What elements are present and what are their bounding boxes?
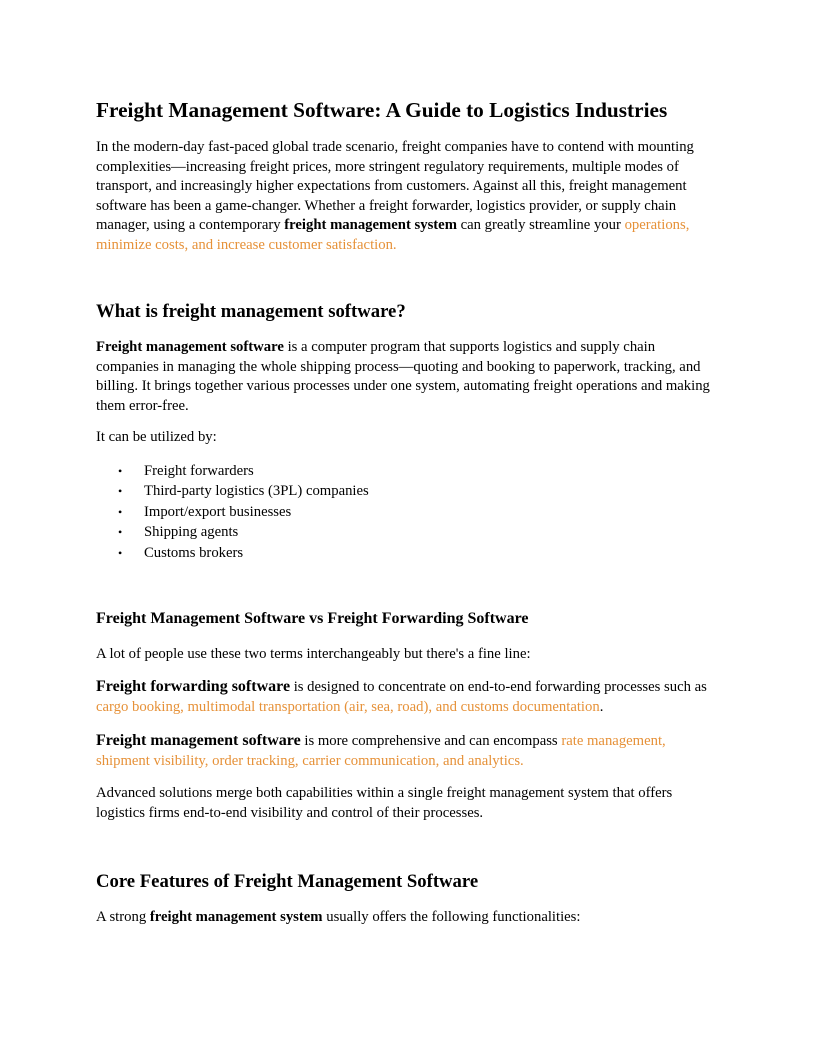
core-features-paragraph xyxy=(96,908,720,928)
forwarding-text: is designed to concentrate on end-to-end forwarding processes such as xyxy=(290,679,707,695)
advanced-paragraph: Advanced solutions merge both capabilities within a single freight management system that offers logistics firms end-to-end visibility and control of their processes. xyxy=(96,785,673,821)
list-item xyxy=(96,481,369,501)
bullet-icon: • xyxy=(118,545,123,560)
document-title: Freight Management Software: A Guide to Logistics Industries xyxy=(96,98,668,122)
list-item-label: Freight forwarders xyxy=(144,463,254,479)
core-bold-term: freight management system xyxy=(149,909,323,925)
forwarding-end: . xyxy=(599,698,604,715)
intro-text-middle: can greatly streamline your xyxy=(456,217,625,234)
management-paragraph xyxy=(96,731,720,771)
users-list xyxy=(96,461,369,563)
bullet-icon: • xyxy=(118,504,123,519)
list-item xyxy=(96,543,369,563)
forwarding-link[interactable]: cargo booking, multimodal transportation (air, sea, road), and customs documentation xyxy=(96,698,600,715)
what-is-paragraph xyxy=(96,338,720,416)
intro-text-before: In the modern-day fast-paced global trade scenario, freight companies have to contend with mounting complexities—increasing freight prices, more stringent regulatory requirements, multiple modes of transport, and increasingly higher expectations from customers. Against all this, freight management software has been a game-changer. Whether a freight forwarder, logistics provider, or supply chain manager, using a contemporary xyxy=(96,139,694,234)
bullet-icon: • xyxy=(118,525,123,540)
what-is-bold-term: Freight management software xyxy=(96,339,284,355)
intro-link[interactable]: operations, minimize costs, and increase customer satisfaction. xyxy=(96,217,690,253)
list-item xyxy=(96,502,369,522)
utilized-by-text: It can be utilized by: xyxy=(96,429,217,445)
forwarding-paragraph xyxy=(96,677,720,717)
list-item-label: Import/export businesses xyxy=(144,503,292,520)
management-text: is more comprehensive and can encompass xyxy=(300,733,562,749)
heading-vs: Freight Management Software vs Freight Forwarding Software xyxy=(96,610,529,627)
what-is-text: is a computer program that supports logistics and supply chain companies in managing the whole shipping process—quoting and booking to paperwork, tracking, and billing. It brings together various processes under one system, automating freight operations and making them error-free. xyxy=(96,339,710,414)
intro-bold-term: freight management system xyxy=(284,217,457,234)
heading-core-features: Core Features of Freight Management Software xyxy=(96,871,479,892)
management-link[interactable]: rate management, shipment visibility, order tracking, carrier communication, and analytics. xyxy=(96,733,666,769)
list-item-label: Shipping agents xyxy=(144,524,239,541)
list-item xyxy=(96,461,369,481)
management-bold-term: Freight management software xyxy=(96,732,301,749)
core-text-after: usually offers the following functionalities: xyxy=(322,909,581,925)
list-item xyxy=(96,522,369,542)
list-item-label: Customs brokers xyxy=(144,544,244,561)
vs-intro-text: A lot of people use these two terms interchangeably but there's a fine line: xyxy=(96,646,531,662)
forwarding-bold-term: Freight forwarding software xyxy=(96,678,291,695)
heading-what-is: What is freight management software? xyxy=(96,301,406,322)
bullet-icon: • xyxy=(118,484,123,499)
bullet-icon: • xyxy=(118,464,123,478)
intro-paragraph xyxy=(96,138,720,256)
list-item-label: Third-party logistics (3PL) companies xyxy=(144,483,369,500)
core-text-before: A strong xyxy=(96,909,150,925)
